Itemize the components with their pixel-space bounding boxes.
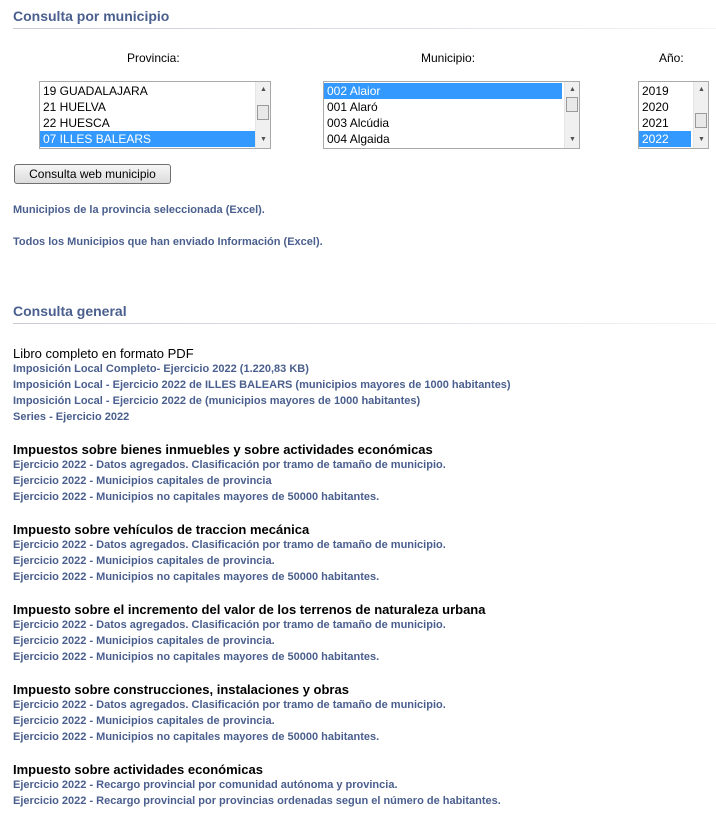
link-capitales-provincia[interactable]: Ejercicio 2022 - Municipios capitales de provincia.	[13, 715, 275, 727]
municipio-option[interactable]: 001 Alaró	[327, 100, 378, 114]
section-divider	[13, 28, 716, 29]
anio-option[interactable]: 2019	[642, 84, 669, 98]
anio-option[interactable]: 2020	[642, 100, 669, 114]
link-no-capitales[interactable]: Ejercicio 2022 - Municipios no capitales mayores de 50000 habitantes.	[13, 571, 380, 583]
anio-listbox[interactable]	[638, 81, 709, 149]
provincia-option[interactable]: 19 GUADALAJARA	[43, 84, 148, 98]
link-datos-agregados[interactable]: Ejercicio 2022 - Datos agregados. Clasificación por tramo de tamaño de municipio.	[13, 699, 446, 711]
group-heading-icio: Impuesto sobre construcciones, instalaciones y obras	[13, 682, 349, 697]
link-datos-agregados[interactable]: Ejercicio 2022 - Datos agregados. Clasificación por tramo de tamaño de municipio.	[13, 619, 446, 631]
arrow-down-icon[interactable]: ▼	[569, 136, 576, 143]
provincia-options	[40, 82, 270, 147]
link-no-capitales[interactable]: Ejercicio 2022 - Municipios no capitales mayores de 50000 habitantes.	[13, 491, 380, 503]
link-libro-completo-pdf[interactable]: Imposición Local Completo- Ejercicio 2022 (1.220,83 KB)	[13, 363, 309, 375]
arrow-up-icon[interactable]: ▲	[569, 86, 576, 93]
arrow-up-icon[interactable]: ▲	[260, 86, 267, 93]
link-capitales-provincia[interactable]: Ejercicio 2022 - Municipios capitales de provincia.	[13, 555, 275, 567]
provincia-excel-link[interactable]: Municipios de la provincia seleccionada (Excel).	[13, 204, 265, 216]
link-recargo-comunidad[interactable]: Ejercicio 2022 - Recargo provincial por comunidad autónoma y provincia.	[13, 779, 398, 791]
municipio-label: Municipio:	[421, 51, 476, 65]
todos-municipios-excel-link[interactable]: Todos los Municipios que han enviado Información (Excel).	[13, 236, 323, 248]
link-series[interactable]: Series - Ejercicio 2022	[13, 411, 130, 423]
provincia-scrollbar[interactable]	[255, 82, 270, 148]
anio-option-selected[interactable]: 2022	[639, 131, 691, 147]
anio-option[interactable]: 2021	[642, 116, 669, 130]
arrow-down-icon[interactable]: ▼	[698, 136, 705, 143]
anio-label: Año:	[659, 51, 684, 65]
municipio-scrollbar[interactable]	[564, 82, 579, 148]
municipio-option[interactable]: 003 Alcúdia	[327, 116, 390, 130]
provincia-option[interactable]: 21 HUELVA	[43, 100, 106, 114]
group-heading-libro-completo: Libro completo en formato PDF	[13, 346, 194, 361]
link-no-capitales[interactable]: Ejercicio 2022 - Municipios no capitales mayores de 50000 habitantes.	[13, 731, 380, 743]
consulta-web-municipio-button[interactable]: Consulta web municipio	[14, 164, 171, 184]
municipio-listbox[interactable]	[323, 81, 580, 149]
link-recargo-habitantes[interactable]: Ejercicio 2022 - Recargo provincial por provincias ordenadas segun el número de habitantes.	[13, 795, 501, 807]
municipio-section-title: Consulta por municipio	[13, 8, 170, 24]
general-section-title: Consulta general	[13, 303, 127, 319]
municipio-options	[324, 82, 579, 147]
group-heading-ibi-iae: Impuestos sobre bienes inmuebles y sobre actividades económicas	[13, 442, 433, 457]
provincia-label: Provincia:	[127, 51, 180, 65]
link-libro-municipios-pdf[interactable]: Imposición Local - Ejercicio 2022 de (municipios mayores de 1000 habitantes)	[13, 395, 421, 407]
scroll-thumb[interactable]	[695, 113, 707, 128]
group-heading-iae: Impuesto sobre actividades económicas	[13, 762, 263, 777]
arrow-up-icon[interactable]: ▲	[698, 86, 705, 93]
provincia-option[interactable]: 22 HUESCA	[43, 116, 110, 130]
group-heading-ivtm: Impuesto sobre vehículos de traccion mecánica	[13, 522, 310, 537]
municipio-option[interactable]: 004 Algaida	[327, 132, 390, 146]
link-no-capitales[interactable]: Ejercicio 2022 - Municipios no capitales mayores de 50000 habitantes.	[13, 651, 380, 663]
link-libro-provincia-pdf[interactable]: Imposición Local - Ejercicio 2022 de ILLES BALEARS (municipios mayores de 1000 habitantes)	[13, 379, 511, 391]
anio-scrollbar[interactable]	[693, 82, 708, 148]
scroll-thumb[interactable]	[257, 105, 269, 120]
link-datos-agregados[interactable]: Ejercicio 2022 - Datos agregados. Clasificación por tramo de tamaño de municipio.	[13, 539, 446, 551]
provincia-option-selected[interactable]: 07 ILLES BALEARS	[40, 131, 270, 147]
section-divider	[13, 323, 716, 324]
municipio-option-selected[interactable]: 002 Alaior	[324, 83, 562, 99]
link-capitales-provincia[interactable]: Ejercicio 2022 - Municipios capitales de provincia	[13, 475, 272, 487]
arrow-down-icon[interactable]: ▼	[260, 136, 267, 143]
scroll-thumb[interactable]	[566, 97, 578, 112]
group-heading-iivtnu: Impuesto sobre el incremento del valor de los terrenos de naturaleza urbana	[13, 602, 486, 617]
link-datos-agregados[interactable]: Ejercicio 2022 - Datos agregados. Clasificación por tramo de tamaño de municipio.	[13, 459, 446, 471]
link-capitales-provincia[interactable]: Ejercicio 2022 - Municipios capitales de provincia.	[13, 635, 275, 647]
provincia-listbox[interactable]	[39, 81, 271, 149]
